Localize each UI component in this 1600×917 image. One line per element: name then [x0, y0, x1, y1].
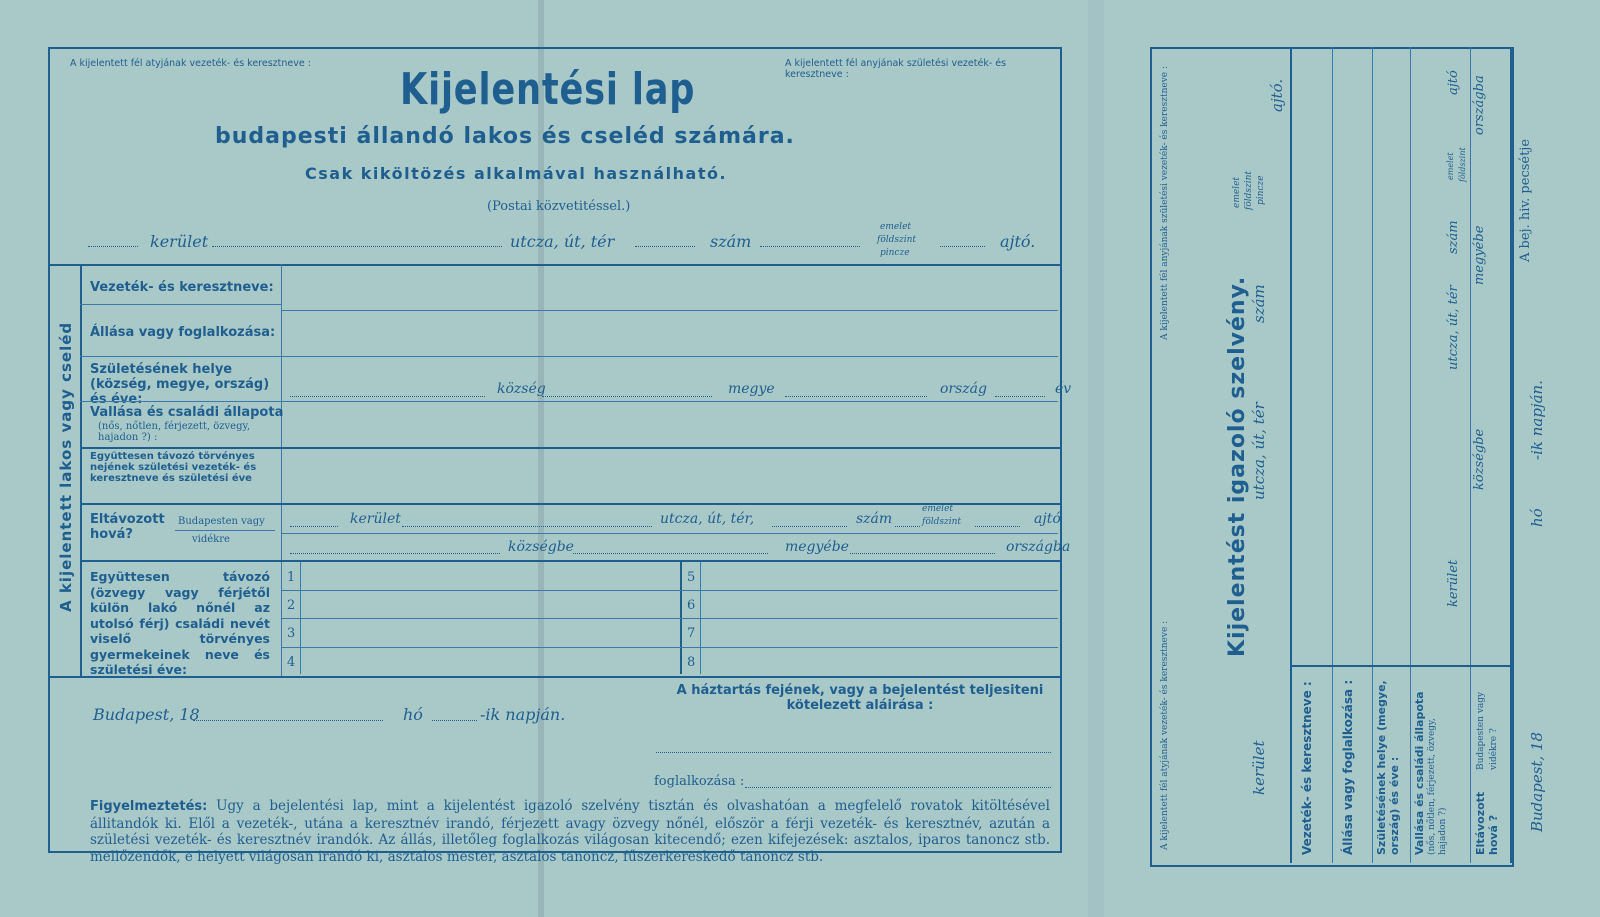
street-label: utcza, út, tér — [510, 232, 615, 251]
stub-col-job: Állása vagy foglalkozása : — [1341, 679, 1355, 855]
child-number-5: 5 — [687, 570, 696, 585]
number-label: szám — [710, 232, 752, 251]
moved-village-label: községbe — [508, 539, 574, 555]
birth-county-label: megye — [728, 381, 775, 397]
date-month-label: hó — [403, 705, 423, 724]
child-number-8: 8 — [687, 655, 696, 670]
children-rule-2 — [281, 618, 1058, 619]
stub-mother-label: A kijelentett fél anyjának születési vezeték- és keresztneve : — [1160, 65, 1170, 340]
birth-year-blank[interactable] — [995, 396, 1045, 397]
signature-blank[interactable] — [656, 752, 1051, 753]
door-label: ajtó. — [1000, 232, 1036, 251]
stub-moved-district: kerület — [1446, 559, 1461, 607]
children-rule-1 — [281, 590, 1058, 591]
stub-divider-main — [1290, 47, 1292, 863]
table-bottom-rule — [48, 676, 1060, 678]
stub-moved-opt1: Budapesten vagy — [1476, 691, 1486, 770]
birth-village-blank[interactable] — [290, 396, 485, 397]
moved-number-blank[interactable] — [772, 526, 847, 527]
date-day-blank[interactable] — [432, 720, 477, 721]
stub-col-4 — [1470, 47, 1471, 863]
name-field[interactable] — [283, 268, 1055, 308]
name-row-label: Vezeték- és keresztneve: — [90, 280, 274, 295]
child-number-4: 4 — [287, 655, 296, 670]
birth-row-label: Születésének helye (község, megye, ország) és éve: — [90, 362, 270, 407]
stub-col-3 — [1410, 47, 1411, 863]
moved-country-blank[interactable] — [850, 553, 995, 554]
moved-mid-rule — [281, 533, 1058, 534]
stub-col-birth: Születésének helye (megye, ország) és éve : — [1375, 680, 1401, 855]
stub-date-day: -ik napján. — [1528, 380, 1546, 460]
moved-floor-emelet: emelet — [922, 504, 954, 514]
moved-street-label: utcza, út, tér, — [660, 511, 755, 527]
stub-col-religion-sub: (nős, nőtlen, férjezett, özvegy, hajadon ?) — [1427, 718, 1448, 855]
page-subtitle: budapesti állandó lakos és cseléd számára. — [215, 124, 795, 149]
wife-row-bottom — [80, 503, 1060, 505]
floor-option-emelet: emelet — [880, 222, 912, 232]
moved-county-blank[interactable] — [573, 553, 768, 554]
stub-floor-foldszint: földszint — [1244, 170, 1254, 210]
page-title: Kijelentési lap — [400, 64, 696, 115]
child-field-5[interactable] — [703, 563, 1055, 589]
stub-moved-floor-emelet: emelet — [1446, 152, 1455, 180]
occupation-label: foglalkozása : — [654, 774, 745, 789]
district-blank[interactable] — [88, 246, 138, 247]
father-name-label: A kijelentett fél atyjának vezeték- és keresztneve : — [70, 58, 311, 69]
stub-col-1 — [1332, 47, 1333, 863]
child-number-7: 7 — [687, 626, 696, 641]
usage-note: Csak kiköltözés alkalmával használható. — [305, 164, 728, 183]
name-row-bottom-left — [80, 304, 281, 305]
stub-floor-pincze: pincze — [1256, 175, 1266, 205]
child-number-2: 2 — [287, 598, 296, 613]
moved-district-blank[interactable] — [290, 526, 338, 527]
stub-title: Kijelentést igazoló szelvény. — [1225, 275, 1250, 657]
moved-option-budapest: Budapesten vagy — [178, 516, 265, 527]
moved-door-blank[interactable] — [975, 526, 1020, 527]
number-blank[interactable] — [635, 246, 695, 247]
stub-moved-county: megyébe — [1472, 225, 1487, 285]
warning-title: Figyelmeztetés: — [90, 799, 208, 814]
stub-door-label: ajtó. — [1268, 78, 1286, 112]
job-field[interactable] — [283, 312, 1055, 354]
occupation-blank[interactable] — [745, 787, 1051, 788]
birth-year-label: év — [1055, 381, 1072, 397]
children-rule-3 — [281, 647, 1058, 648]
side-column-rule — [80, 264, 82, 676]
stub-moved-opt2: vidékre ? — [1489, 728, 1499, 770]
stub-district-label: kerület — [1250, 740, 1268, 795]
job-row-bottom — [80, 356, 1058, 357]
stub-col-religion: Vallása és családi állapota — [1413, 691, 1426, 855]
religion-row-sublabel: (nős, nőtlen, férjezett, özvegy, hajadon ?) : — [98, 421, 251, 443]
floor-blank[interactable] — [760, 246, 860, 247]
mother-name-label: A kijelentett fél anyjának születési vezeték- és keresztneve : — [785, 58, 1007, 80]
child-number-6: 6 — [687, 598, 696, 613]
moved-row-bottom — [80, 560, 1060, 562]
stub-moved-door: ajtó — [1446, 70, 1461, 95]
moved-floor-foldszint: földszint — [922, 517, 962, 527]
birth-village-label: község — [497, 381, 546, 397]
wife-field[interactable] — [283, 449, 1055, 501]
moved-row-label: Eltávozott hová? — [90, 512, 165, 542]
table-top-rule — [48, 264, 1060, 266]
child-field-1[interactable] — [303, 563, 678, 589]
street-blank[interactable] — [212, 246, 502, 247]
name-row-bottom — [281, 310, 1058, 311]
birth-country-blank[interactable] — [785, 396, 927, 397]
moved-village-blank[interactable] — [290, 553, 500, 554]
stub-col-5 — [1510, 47, 1512, 863]
date-day-label: -ik napján. — [480, 705, 566, 724]
birth-country-label: ország — [940, 381, 987, 397]
moved-street-blank[interactable] — [402, 526, 652, 527]
date-city: Budapest, 18 — [93, 705, 200, 724]
child-number-3: 3 — [287, 626, 296, 641]
stub-stamp-label: A bej. hiv. pecsétje — [1518, 138, 1533, 262]
moved-option-videkre: vidékre — [192, 534, 230, 545]
moved-option-divider — [175, 530, 275, 531]
birth-county-blank[interactable] — [542, 396, 712, 397]
job-row-label: Állása vagy foglalkozása: — [90, 325, 276, 340]
child-number-1: 1 — [287, 570, 296, 585]
label-column-rule — [281, 264, 282, 676]
stub-moved-floor-foldszint: földszint — [1458, 147, 1467, 182]
moved-county-label: megyébe — [785, 539, 849, 555]
stub-street-label: utcza, út, tér — [1250, 402, 1268, 500]
moved-number-label: szám — [856, 511, 893, 527]
stub-moved-street: utcza, út, tér — [1446, 285, 1461, 370]
moved-district-label: kerület — [350, 511, 401, 527]
stub-number-label: szám — [1250, 284, 1268, 323]
side-label: A kijelentett lakos vagy cseléd — [57, 321, 75, 612]
warning-block — [90, 798, 1050, 865]
stub-col-2 — [1372, 47, 1373, 863]
wife-row-label: Együttesen távozó törvényes nejének születési vezeték- és keresztneve és születési éve — [90, 451, 257, 484]
religion-field[interactable] — [283, 403, 1055, 445]
children-row-label: Együttesen távozó (özvegy vagy férjétől külön lakó nőnél az utolsó férj) családi nevét viselő törvényes gyermekeinek neve és születési éve: — [90, 569, 270, 677]
moved-country-label: országba — [1006, 539, 1071, 555]
date-year-blank[interactable] — [193, 720, 383, 721]
door-blank[interactable] — [940, 246, 985, 247]
stub-col-name: Vezeték- és keresztneve : — [1300, 681, 1314, 855]
warning-text: Ugy a bejelentési lap, mint a kijelentést igazoló szelvény tisztán és olvashatóan a megfelelő rovatok kitöltésével állitandók ki. Elől a vezeték-, utána a keresztnév irandó, férjezett avagy özvegy nőnél, először a férji vezeték- és keresztnév, azután a születési vezeték- és keresztnév irandók. Az állás, illetőleg foglalkozás világosan kitecendő; ezen kifejezések: asztalos, iparos tanoncz stb. mellőzendők, e helyett világosan irandó ki, asztalos mester, asztalos tanoncz, fűszerkereskedő tanoncz stb. — [90, 798, 1050, 865]
birth-row-bottom — [80, 401, 1058, 402]
moved-floor-blank[interactable] — [895, 526, 920, 527]
stub-date-month: hó — [1528, 508, 1546, 527]
floor-option-pincze: pincze — [880, 248, 910, 258]
district-label: kerület — [150, 232, 209, 251]
postal-note: (Postai közvetitéssel.) — [487, 199, 631, 214]
stub-date-city: Budapest, 18 — [1528, 731, 1546, 832]
stub-col-moved: Eltávozott hová ? — [1474, 791, 1500, 855]
stub-moved-number: szám — [1446, 220, 1461, 254]
stub-moved-village: községbe — [1472, 428, 1487, 490]
stub-moved-country: országba — [1472, 75, 1487, 135]
moved-door-label: ajtó — [1034, 511, 1061, 527]
stub-father-label: A kijelentett fél atyjának vezeték- és keresztneve : — [1160, 620, 1170, 850]
paper-fold-right — [1088, 0, 1104, 917]
stub-floor-emelet: emelet — [1232, 176, 1242, 208]
signature-label: A háztartás fejének, vagy a bejelentést teljesiteni kötelezett aláirása : — [676, 683, 1044, 713]
religion-row-label: Vallása és családi állapota — [90, 405, 284, 420]
floor-option-foldszint: földszint — [877, 235, 917, 245]
